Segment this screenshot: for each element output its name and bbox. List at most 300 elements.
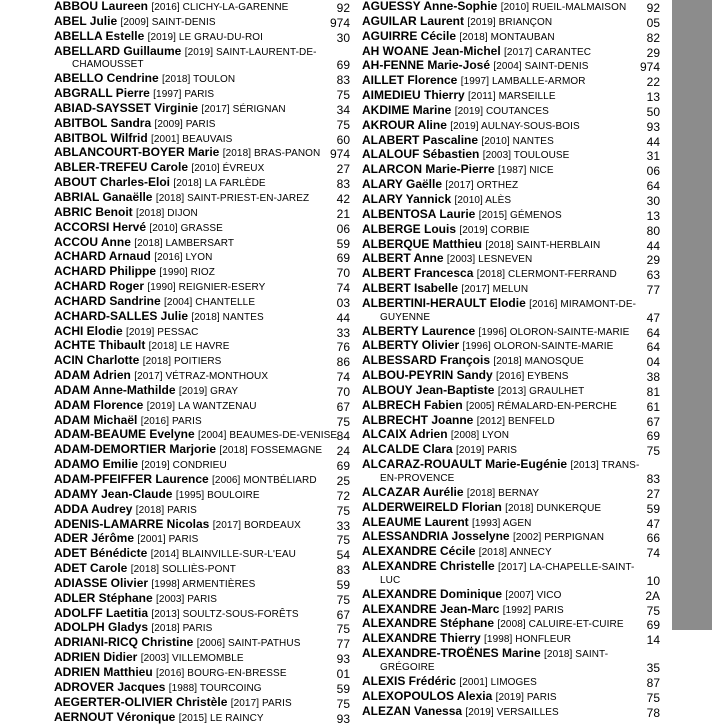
directory-entry xyxy=(362,238,660,253)
directory-entry xyxy=(362,384,660,399)
entry-name: ADER Jérôme xyxy=(54,531,135,546)
entry-name: ADAMY Jean-Claude xyxy=(54,486,173,501)
entry-department-number: 34 xyxy=(336,102,350,117)
entry-department-number: 04 xyxy=(646,355,660,370)
directory-entry xyxy=(362,252,660,267)
entry-year-city: [2013] SOULTZ-SOUS-FORÊTS xyxy=(151,608,299,620)
entry-year-city: [2004] CHANTELLE xyxy=(164,296,256,308)
directory-entry xyxy=(54,414,350,429)
entry-year-city: [2016] CLICHY-LA-GARENNE xyxy=(151,2,289,13)
entry-department-number: 01 xyxy=(336,666,350,681)
entry-department-number: 83 xyxy=(646,472,660,486)
entry-department-number: 13 xyxy=(646,208,660,223)
directory-entry xyxy=(54,651,350,666)
entry-name: ABLER-TREFEU Carole xyxy=(54,160,189,175)
directory-entry xyxy=(54,473,350,488)
entry-year-city: [2017] BORDEAUX xyxy=(212,519,301,531)
entry-year-city: [2017] LA-CHAPELLE-SAINT- xyxy=(498,562,635,574)
entry-department-number: 27 xyxy=(336,162,350,177)
entry-department-number: 75 xyxy=(336,622,350,637)
entry-department-number: 33 xyxy=(336,325,350,340)
entry-name: ALCAZAR Aurélie xyxy=(362,484,464,499)
directory-entry xyxy=(54,547,350,562)
entry-year-city: [2019] LA WANTZENAU xyxy=(146,400,257,412)
entry-year-city: [2017] ORTHEZ xyxy=(445,180,519,192)
entry-department-number: 59 xyxy=(336,236,350,251)
entry-department-number: 92 xyxy=(336,1,350,15)
entry-year-city: [2019] BRIANÇON xyxy=(467,16,553,28)
directory-entry xyxy=(362,705,660,720)
entry-department-number: 75 xyxy=(336,533,350,548)
directory-entry xyxy=(54,87,350,102)
entry-year-city: [2018] BRAS-PANON xyxy=(222,148,321,160)
entry-department-number: 974 xyxy=(329,15,350,30)
directory-entry xyxy=(54,265,350,280)
entry-year-city: [2018] MONTAUBAN xyxy=(459,31,555,43)
entry-name: ALCAIX Adrien xyxy=(362,427,448,442)
entry-name: ADET Carole xyxy=(54,561,128,576)
entry-department-number: 69 xyxy=(336,58,350,73)
entry-year-city: [2016] LYON xyxy=(154,252,213,264)
entry-year-city: [2019] CONDRIEU xyxy=(141,460,227,472)
entry-name: ADIASSE Olivier xyxy=(54,575,149,590)
entry-department-number: 29 xyxy=(646,45,660,60)
entry-year-city: [2001] LIMOGES xyxy=(459,676,537,688)
entry-city-continued: GUYENNE xyxy=(380,311,431,323)
directory-entry xyxy=(362,30,660,45)
entry-name: ACHARD Sandrine xyxy=(54,293,161,308)
entry-department-number: 30 xyxy=(646,193,660,208)
entry-year-city: [2009] SAINT-DENIS xyxy=(120,16,216,28)
entry-department-number: 77 xyxy=(646,283,660,298)
directory-entry xyxy=(54,236,350,251)
entry-year-city: [2018] LA FARLÈDE xyxy=(173,178,266,190)
directory-entry xyxy=(54,339,350,354)
directory-entry xyxy=(54,102,350,117)
entry-name: ALBERQUE Matthieu xyxy=(362,236,482,251)
entry-year-city: [1995] BOULOIRE xyxy=(175,489,260,501)
entry-name: ALEXOPOULOS Alexia xyxy=(362,688,493,703)
entry-department-number: 75 xyxy=(336,88,350,103)
page-gutter xyxy=(672,0,712,630)
directory-entry xyxy=(362,267,660,282)
entry-city-continued: EN-PROVENCE xyxy=(380,473,455,484)
entry-name: ALBERT Anne xyxy=(362,251,444,266)
entry-year-city: [2019] COUTANCES xyxy=(454,105,549,117)
entry-year-city: [2019] GRAY xyxy=(178,385,239,397)
entry-department-number: 63 xyxy=(646,268,660,283)
entry-department-number: 03 xyxy=(336,295,350,310)
entry-year-city: [2003] VILLEMOMBLE xyxy=(140,653,244,665)
directory-entry xyxy=(362,632,660,647)
entry-name: ACCORSI Hervé xyxy=(54,219,147,234)
directory-entry xyxy=(54,0,350,15)
entry-department-number: 75 xyxy=(646,603,660,618)
entry-name: ADAM Michaël xyxy=(54,412,138,427)
entry-year-city: [1992] PARIS xyxy=(502,604,564,616)
entry-department-number: 81 xyxy=(646,384,660,399)
entry-year-city: [2011] MARSEILLE xyxy=(468,91,556,103)
entry-name: ALEXANDRE-TROËNES Marine xyxy=(362,646,541,661)
entry-department-number: 2A xyxy=(645,588,660,603)
entry-department-number: 70 xyxy=(336,266,350,281)
entry-department-number: 75 xyxy=(646,690,660,705)
directory-entry xyxy=(54,72,350,87)
entry-department-number: 75 xyxy=(646,444,660,459)
entry-name: ADRIANI-RICQ Christine xyxy=(54,635,194,650)
entry-name: ALCARAZ-ROUAULT Marie-Eugénie xyxy=(362,457,568,472)
entry-name: ABEL Julie xyxy=(54,13,118,28)
entry-department-number: 22 xyxy=(646,75,660,90)
directory-entry xyxy=(362,501,660,516)
entry-name: ABRIAL Ganaëlle xyxy=(54,189,153,204)
directory-entry xyxy=(362,690,660,705)
entry-department-number: 06 xyxy=(336,221,350,236)
entry-name: ABGRALL Pierre xyxy=(54,86,150,101)
entry-department-number: 35 xyxy=(646,660,660,675)
directory-entry xyxy=(54,592,350,607)
entry-department-number: 14 xyxy=(646,633,660,648)
entry-name: ALBOU-PEYRIN Sandy xyxy=(362,368,493,383)
entry-year-city: [2019] CORBIE xyxy=(459,224,530,236)
directory-entry xyxy=(54,250,350,265)
entry-department-number: 69 xyxy=(336,459,350,474)
entry-year-city: [2019] PARIS xyxy=(495,691,557,703)
entry-year-city: [1998] ARMENTIÈRES xyxy=(151,578,256,590)
entry-name: ADET Bénédicte xyxy=(54,546,148,561)
entry-department-number: 69 xyxy=(336,251,350,266)
entry-department-number: 74 xyxy=(646,546,660,561)
entry-name: AERNOUT Véronique xyxy=(54,709,176,724)
directory-entry xyxy=(54,562,350,577)
entry-department-number: 86 xyxy=(336,355,350,370)
entry-name: ADOLFF Laetitia xyxy=(54,605,149,620)
entry-department-number: 06 xyxy=(646,164,660,179)
directory-entry xyxy=(54,310,350,325)
directory-entry xyxy=(54,325,350,340)
directory-entry xyxy=(362,545,660,560)
entry-department-number: 70 xyxy=(336,384,350,399)
entry-department-number: 80 xyxy=(646,223,660,238)
directory-entry xyxy=(54,117,350,132)
entry-year-city: [2018] DIJON xyxy=(136,207,198,219)
entry-name: ALBESSARD François xyxy=(362,353,491,368)
entry-year-city: [2008] CALUIRE-ET-CUIRE xyxy=(497,619,624,631)
entry-name: ADLER Stéphane xyxy=(54,590,153,605)
directory-entry xyxy=(362,675,660,690)
entry-department-number: 24 xyxy=(336,444,350,459)
entry-year-city: [2014] BLAINVILLE-SUR-L'EAU xyxy=(150,549,296,561)
entry-name: ALEXANDRE Cécile xyxy=(362,544,476,559)
directory-entry xyxy=(362,148,660,163)
entry-city-continued: LUC xyxy=(380,574,401,586)
entry-department-number: 44 xyxy=(646,238,660,253)
entry-year-city: [2003] TOULOUSE xyxy=(482,150,570,162)
entry-name: ALBRECHT Joanne xyxy=(362,412,474,427)
directory-entry xyxy=(362,458,660,486)
directory-entry xyxy=(362,297,660,325)
entry-year-city: [2010] RUEIL-MALMAISON xyxy=(500,2,627,13)
entry-year-city: [2017] VÉTRAZ-MONTHOUX xyxy=(134,371,269,383)
entry-name: ABLANCOURT-BOYER Marie xyxy=(54,145,220,160)
left-column xyxy=(54,0,350,725)
directory-entry xyxy=(54,15,350,30)
directory-entry xyxy=(54,532,350,547)
entry-year-city: [2001] BEAUVAIS xyxy=(151,133,233,145)
entry-department-number: 67 xyxy=(646,414,660,429)
entry-year-city: [2018] SAINT-HERBLAIN xyxy=(485,239,601,251)
directory-entry xyxy=(362,59,660,74)
directory-entry xyxy=(54,176,350,191)
entry-year-city: [2013] TRANS- xyxy=(570,460,640,472)
entry-year-city: [2018] DUNKERQUE xyxy=(505,502,602,514)
entry-year-city: [2018] CLERMONT-FERRAND xyxy=(476,269,617,281)
entry-name: AH-FENNE Marie-José xyxy=(362,58,491,73)
directory-entry xyxy=(362,516,660,531)
entry-year-city: [2005] RÉMALARD-EN-PERCHE xyxy=(466,400,617,412)
entry-name: ADOLPH Gladys xyxy=(54,620,149,635)
entry-year-city: [2010] ALÈS xyxy=(454,194,512,206)
entry-year-city: [2010] NANTES xyxy=(481,135,554,147)
entry-department-number: 30 xyxy=(336,30,350,45)
directory-entry xyxy=(362,530,660,545)
entry-department-number: 92 xyxy=(646,1,660,15)
directory-entry xyxy=(362,104,660,119)
directory-entry xyxy=(362,588,660,603)
entry-year-city: [1998] HONFLEUR xyxy=(484,634,572,646)
entry-year-city: [2018] TOULON xyxy=(162,74,236,86)
entry-city-continued: CHAMOUSSET xyxy=(72,59,144,71)
entry-name: ACHI Elodie xyxy=(54,323,123,338)
entry-department-number: 69 xyxy=(646,429,660,444)
directory-entry xyxy=(54,711,350,726)
entry-department-number: 83 xyxy=(336,73,350,88)
entry-city-continued: GRÉGOIRE xyxy=(380,661,435,673)
directory-entry xyxy=(54,191,350,206)
directory-entry xyxy=(54,354,350,369)
entry-name: ABRIC Benoit xyxy=(54,204,133,219)
entry-name: ALBERTINI-HERAULT Elodie xyxy=(362,295,526,310)
entry-department-number: 74 xyxy=(336,370,350,385)
directory-entry xyxy=(362,89,660,104)
entry-department-number: 66 xyxy=(646,531,660,546)
entry-name: ALEAUME Laurent xyxy=(362,514,469,529)
entry-year-city: [1993] AGEN xyxy=(472,517,532,529)
entry-year-city: [2016] PARIS xyxy=(140,415,202,427)
entry-name: ABOUT Charles-Eloi xyxy=(54,175,171,190)
entry-year-city: [2004] BEAUMES-DE-VENISE xyxy=(198,430,338,442)
entry-year-city: [1997] LAMBALLE-ARMOR xyxy=(460,76,586,88)
entry-year-city: [2003] PARIS xyxy=(156,593,218,605)
entry-department-number: 21 xyxy=(336,206,350,221)
entry-year-city: [2013] GRAULHET xyxy=(497,385,585,397)
entry-name: ADAMO Emilie xyxy=(54,457,139,472)
entry-department-number: 10 xyxy=(646,573,660,588)
entry-year-city: [2006] SAINT-PATHUS xyxy=(196,638,301,650)
entry-year-city: [2018] FOSSEMAGNE xyxy=(219,445,323,457)
entry-name: ALARCON Marie-Pierre xyxy=(362,162,495,177)
directory-entry xyxy=(362,647,660,675)
entry-name: ALEZAN Vanessa xyxy=(362,703,463,718)
entry-department-number: 87 xyxy=(646,675,660,690)
entry-name: ADAM Adrien xyxy=(54,368,131,383)
entry-department-number: 59 xyxy=(646,501,660,516)
entry-year-city: [2004] SAINT-DENIS xyxy=(493,61,589,73)
directory-entry xyxy=(54,132,350,147)
entry-name: ADAM-BEAUME Evelyne xyxy=(54,427,195,442)
entry-year-city: [2012] BENFELD xyxy=(476,415,555,427)
directory-entry xyxy=(362,369,660,384)
directory-entry xyxy=(54,206,350,221)
entry-department-number: 44 xyxy=(336,310,350,325)
entry-year-city: [2017] CARANTEC xyxy=(504,46,592,58)
entry-year-city: [2018] SAINT-PRIEST-EN-JAREZ xyxy=(155,192,310,204)
entry-year-city: [2018] BERNAY xyxy=(466,487,540,499)
directory-entry xyxy=(54,295,350,310)
directory-entry xyxy=(54,607,350,622)
directory-entry xyxy=(54,503,350,518)
entry-department-number: 77 xyxy=(336,637,350,652)
directory-entry xyxy=(362,354,660,369)
directory-entry xyxy=(362,74,660,89)
entry-year-city: [2019] VERSAILLES xyxy=(465,706,559,718)
entry-department-number: 93 xyxy=(336,652,350,667)
directory-entry xyxy=(362,134,660,149)
entry-department-number: 64 xyxy=(646,179,660,194)
directory-entry xyxy=(54,666,350,681)
directory-entry xyxy=(54,161,350,176)
entry-year-city: [2009] PARIS xyxy=(154,118,216,130)
entry-name: ALBERT Francesca xyxy=(362,266,474,281)
entry-name: ADAM-PFEIFFER Laurence xyxy=(54,472,209,486)
entry-year-city: [2002] PERPIGNAN xyxy=(512,532,605,544)
entry-year-city: [2018] LE HAVRE xyxy=(148,341,230,353)
directory-entry xyxy=(54,488,350,503)
entry-department-number: 59 xyxy=(336,681,350,696)
entry-name: ALBERT Isabelle xyxy=(362,281,459,296)
directory-entry xyxy=(362,486,660,501)
entry-department-number: 75 xyxy=(336,503,350,518)
entry-name: AGUESSY Anne-Sophie xyxy=(362,0,498,13)
entry-department-number: 75 xyxy=(336,696,350,711)
directory-entry xyxy=(362,193,660,208)
entry-year-city: [2018] NANTES xyxy=(191,311,264,323)
directory-entry xyxy=(54,577,350,592)
entry-year-city: [1997] PARIS xyxy=(153,89,215,101)
entry-year-city: [1987] NICE xyxy=(498,165,554,177)
entry-year-city: [2018] LAMBERSART xyxy=(134,237,235,249)
entry-department-number: 05 xyxy=(646,15,660,30)
entry-department-number: 75 xyxy=(336,414,350,429)
entry-department-number: 75 xyxy=(336,117,350,132)
entry-year-city: [2001] PARIS xyxy=(137,534,199,546)
entry-name: ABELLARD Guillaume xyxy=(54,43,182,58)
directory-entry xyxy=(362,560,660,588)
entry-name: ACHARD-SALLES Julie xyxy=(54,308,189,323)
entry-year-city: [1990] RIOZ xyxy=(159,267,215,279)
entry-year-city: [2017] SÉRIGNAN xyxy=(201,103,286,115)
entry-name: ABITBOL Wilfrid xyxy=(54,130,148,145)
entry-department-number: 29 xyxy=(646,253,660,268)
entry-department-number: 47 xyxy=(646,516,660,531)
entry-name: ALBENTOSA Laurie xyxy=(362,206,476,221)
entry-department-number: 78 xyxy=(646,705,660,720)
entry-year-city: [2015] GÉMENOS xyxy=(478,209,562,221)
entry-department-number: 25 xyxy=(336,474,350,488)
entry-name: ACHARD Philippe xyxy=(54,264,156,279)
directory-entry xyxy=(54,696,350,711)
entry-name: ALARY Yannick xyxy=(362,191,452,206)
entry-name: ALBERTY Laurence xyxy=(362,323,476,338)
entry-name: ADENIS-LAMARRE Nicolas xyxy=(54,516,210,531)
directory-entry xyxy=(54,428,350,443)
entry-year-city: [2018] SAINT- xyxy=(544,649,609,661)
entry-department-number: 93 xyxy=(646,119,660,134)
entry-department-number: 83 xyxy=(336,177,350,192)
entry-name: AGUILAR Laurent xyxy=(362,13,464,28)
entry-name: ABBOU Laureen xyxy=(54,0,149,13)
entry-name: ALALOUF Sébastien xyxy=(362,147,480,162)
entry-department-number: 59 xyxy=(336,577,350,592)
entry-year-city: [1996] OLORON-SAINTE-MARIE xyxy=(478,326,630,338)
directory-entry xyxy=(362,119,660,134)
directory-entry xyxy=(54,443,350,458)
entry-year-city: [1988] TOURCOING xyxy=(168,682,262,694)
directory-entry xyxy=(362,325,660,340)
entry-year-city: [2018] SOLLIÈS-PONT xyxy=(130,564,236,576)
entry-year-city: [2010] ÉVREUX xyxy=(191,163,265,175)
entry-name: ACHTE Thibault xyxy=(54,338,146,353)
entry-department-number: 64 xyxy=(646,340,660,355)
entry-year-city: [2006] MONTBÉLIARD xyxy=(212,475,317,486)
entry-name: ALBERTY Olivier xyxy=(362,338,460,353)
entry-department-number: 27 xyxy=(646,486,660,501)
entry-name: ALEXANDRE Jean-Marc xyxy=(362,601,500,616)
directory-entry xyxy=(362,443,660,458)
entry-department-number: 75 xyxy=(336,592,350,607)
entry-year-city: [2008] LYON xyxy=(450,430,510,442)
directory-entry xyxy=(362,282,660,297)
entry-department-number: 67 xyxy=(336,607,350,622)
directory-entry xyxy=(362,428,660,443)
entry-name: ACHARD Roger xyxy=(54,279,144,294)
directory-entry xyxy=(362,15,660,30)
directory-entry xyxy=(54,636,350,651)
entry-name: ALDERWEIRELD Florian xyxy=(362,499,502,514)
directory-entry xyxy=(54,681,350,696)
directory-entry xyxy=(362,208,660,223)
entry-year-city: [1996] OLORON-SAINTE-MARIE xyxy=(462,341,614,353)
entry-year-city: [2018] PARIS xyxy=(151,623,213,635)
entry-year-city: [2010] GRASSE xyxy=(149,222,223,234)
entry-name: ACCOU Anne xyxy=(54,234,131,249)
entry-department-number: 82 xyxy=(646,30,660,45)
entry-year-city: [2016] EYBENS xyxy=(496,371,569,383)
entry-department-number: 83 xyxy=(336,563,350,578)
entry-name: AIMEDIEU Thierry xyxy=(362,88,465,103)
entry-name: ALEXANDRE Dominique xyxy=(362,586,503,601)
entry-name: ALBERGE Louis xyxy=(362,221,457,236)
entry-year-city: [2015] LE RAINCY xyxy=(178,712,264,724)
directory-entry xyxy=(362,414,660,429)
entry-name: ADAM Florence xyxy=(54,397,144,412)
entry-name: ACHARD Arnaud xyxy=(54,249,151,264)
entry-name: AGUIRRE Cécile xyxy=(362,28,457,43)
entry-year-city: [2016] BOURG-EN-BRESSE xyxy=(156,667,287,679)
entry-department-number: 42 xyxy=(336,191,350,206)
entry-name: ALBRECH Fabien xyxy=(362,397,463,412)
entry-year-city: [2016] MIRAMONT-DE- xyxy=(529,298,637,310)
